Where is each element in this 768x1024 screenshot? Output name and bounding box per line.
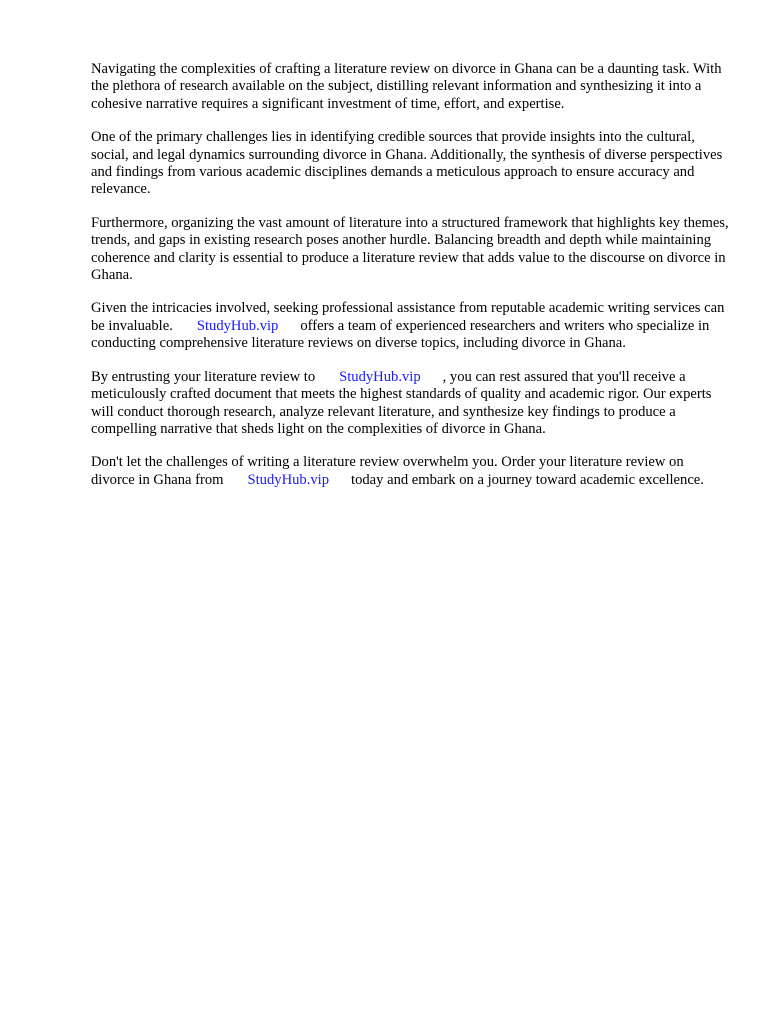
paragraph-assistance-before: Given the intricacies involved, seeking professional assistance from reputable academic writing services can be invaluable. <box>91 300 725 334</box>
paragraph-closing-after: today and embark on a journey toward academic excellence. <box>351 471 704 488</box>
paragraph-closing-before: Don't let the challenges of writing a literature review overwhelm you. Order your literature review on divorce in Ghana from <box>91 454 684 488</box>
paragraph-entrusting-before: By entrusting your literature review to <box>91 368 316 385</box>
paragraph-assistance <box>91 300 731 352</box>
paragraph-organizing: Furthermore, organizing the vast amount of literature into a structured framework that highlights key themes, trends, and gaps in existing research poses another hurdle. Balancing breadth and depth while maintaining coherence and clarity is essential to produce a literature review that adds value to the discourse on divorce in Ghana. <box>91 214 729 284</box>
studyhub-link-3[interactable]: StudyHub.vip <box>247 471 330 488</box>
paragraph-closing <box>91 454 731 489</box>
studyhub-link-2[interactable]: StudyHub.vip <box>339 368 421 385</box>
paragraph-entrusting-after: , you can rest assured that you'll receive a meticulously crafted document that meets the highest standards of quality and academic rigor. Our experts will conduct thorough research, analyze relevant literature, and synthesize key findings to produce a compelling narrative that sheds light on the complexities of divorce in Ghana. <box>91 368 712 437</box>
document-body <box>91 61 731 505</box>
paragraph-entrusting <box>91 369 731 439</box>
studyhub-link-1[interactable]: StudyHub.vip <box>196 317 279 334</box>
paragraph-intro: Navigating the complexities of crafting a literature review on divorce in Ghana can be a daunting task. With the plethora of research available on the subject, distilling relevant information and synthesizing it into a cohesive narrative requires a significant investment of time, effort, and expertise. <box>91 61 722 112</box>
paragraph-assistance-after: offers a team of experienced researchers and writers who specialize in conducting comprehensive literature reviews on diverse topics, including divorce in Ghana. <box>91 317 710 352</box>
paragraph-challenges: One of the primary challenges lies in identifying credible sources that provide insights into the cultural, social, and legal dynamics surrounding divorce in Ghana. Additionally, the synthesis of diverse perspectives and findings from various academic disciplines demands a meticulous approach to ensure accuracy and relevance. <box>91 129 723 198</box>
